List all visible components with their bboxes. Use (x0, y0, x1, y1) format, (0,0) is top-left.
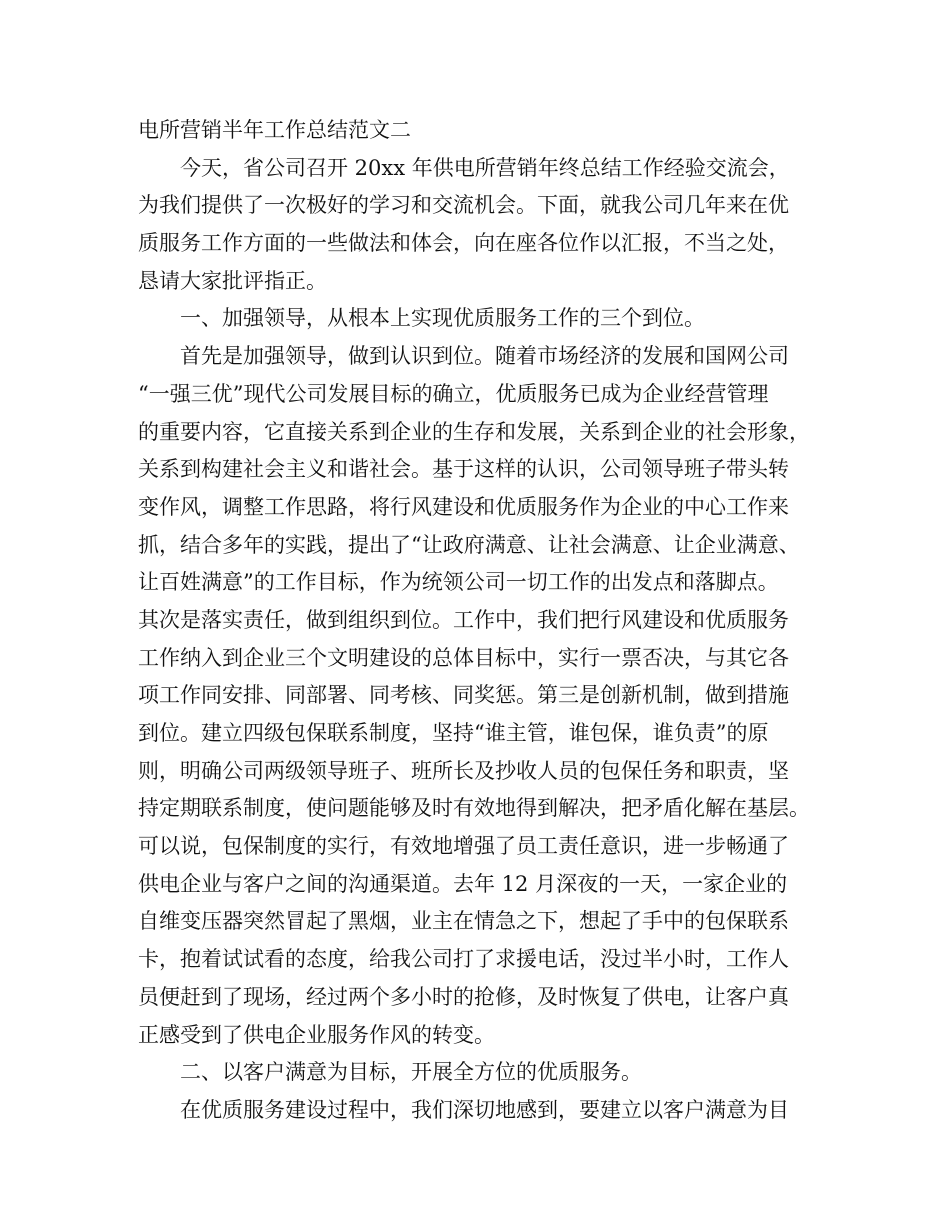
text-line: 抓，结合多年的实践，提出了“让政府满意、让社会满意、让企业满意、 (138, 532, 800, 557)
text-line: 员便赶到了现场，经过两个多小时的抢修，及时恢复了供电，让客户真 (138, 984, 789, 1009)
text-line: 正感受到了供电企业服务作风的转变。 (138, 1022, 495, 1047)
text-line: 为我们提供了一次极好的学习和交流机会。下面，就我公司几年来在优 (138, 193, 789, 218)
text-line: 恳请大家批评指正。 (138, 268, 327, 293)
document-body (138, 150, 828, 1130)
text-line: 在优质服务建设过程中，我们深切地感到，要建立以客户满意为目 (180, 1097, 789, 1122)
text-line: 一、加强领导，从根本上实现优质服务工作的三个到位。 (180, 306, 705, 331)
text-line: 二、以客户满意为目标，开展全方位的优质服务。 (180, 1060, 642, 1085)
text-line: 自维变压器突然冒起了黑烟，业主在情急之下，想起了手中的包保联系 (138, 909, 789, 934)
text-line: 今天，省公司召开 20xx 年供电所营销年终总结工作经验交流会， (180, 155, 790, 180)
text-line: 则，明确公司两级领导班子、班所长及抄收人员的包保任务和职责，坚 (138, 758, 789, 783)
text-line: 项工作同安排、同部署、同考核、同奖惩。第三是创新机制，做到措施 (138, 683, 789, 708)
text-line: 的重要内容，它直接关系到企业的生存和发展，关系到企业的社会形象， (138, 419, 810, 444)
document-title: 电所营销半年工作总结范文二 (138, 118, 411, 142)
text-line: 持定期联系制度，使问题能够及时有效地得到解决，把矛盾化解在基层。 (138, 796, 810, 821)
text-line: 关系到构建社会主义和谐社会。基于这样的认识，公司领导班子带头转 (138, 457, 789, 482)
text-line: 到位。建立四级包保联系制度，坚持“谁主管，谁包保，谁负责”的原 (138, 721, 769, 745)
text-line: 卡，抱着试试看的态度，给我公司打了求援电话，没过半小时，工作人 (138, 947, 789, 972)
text-line: 让百姓满意”的工作目标，作为统领公司一切工作的出发点和落脚点。 (138, 570, 779, 595)
text-line: 可以说，包保制度的实行，有效地增强了员工责任意识，进一步畅通了 (138, 834, 789, 859)
text-line: 工作纳入到企业三个文明建设的总体目标中，实行一票否决，与其它各 (138, 645, 789, 670)
text-line: 变作风，调整工作思路，将行风建设和优质服务作为企业的中心工作来 (138, 494, 789, 519)
text-line: 其次是落实责任，做到组织到位。工作中，我们把行风建设和优质服务 (138, 607, 789, 632)
text-line: 首先是加强领导，做到认识到位。随着市场经济的发展和国网公司 (180, 344, 789, 369)
text-line: “一强三优”现代公司发展目标的确立，优质服务已成为企业经营管理 (138, 381, 769, 406)
document-page (138, 112, 828, 1130)
text-line: 供电企业与客户之间的沟通渠道。去年 12 月深夜的一天，一家企业的 (138, 871, 788, 896)
text-line: 质服务工作方面的一些做法和体会，向在座各位作以汇报，不当之处， (138, 231, 789, 256)
